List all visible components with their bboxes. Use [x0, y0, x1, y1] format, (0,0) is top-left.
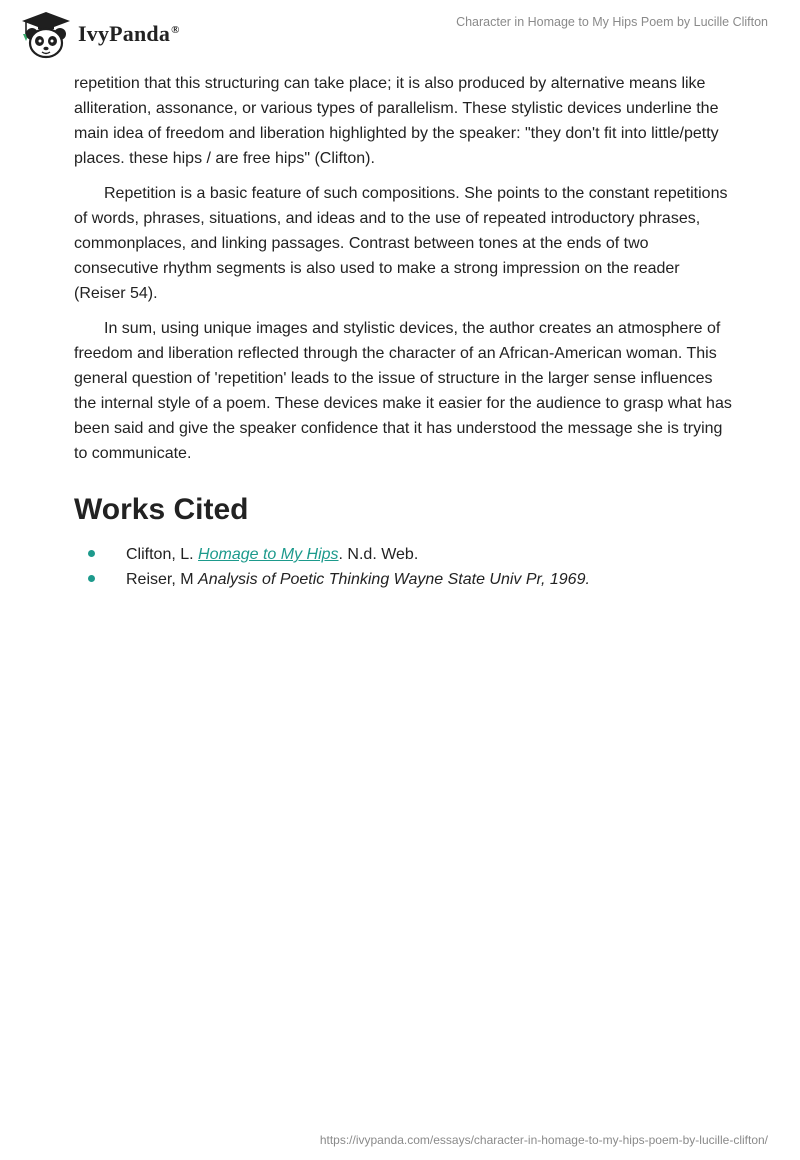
citation-link[interactable]: Homage to My Hips [198, 546, 339, 563]
ivypanda-logo[interactable] [16, 8, 196, 60]
panda-graduate-icon [16, 8, 76, 60]
works-cited-heading: Works Cited [74, 493, 249, 526]
citation-suffix: . N.d. Web. [338, 546, 419, 563]
page-header [0, 0, 800, 66]
paragraph: In sum, using unique images and stylistic devices, the author creates an atmosphere of freedom and liberation reflected through the character of an African-American woman. This general question of 'repetition' leads to the issue of structure in the larger sense influences the internal style of a poem. These devices make it easier for the audience to grasp what has been said and give the speaker confidence that it has understood the message she is trying to communicate. [74, 320, 732, 462]
paragraph: Repetition is a basic feature of such compositions. She points to the constant repetitions of words, phrases, situations, and ideas and to the use of repeated introductory phrases, commonplaces, and linking passages. Contrast between tones at the ends of two consecutive rhythm segments is also used to make a strong impression on the reader (Reiser 54). [74, 185, 728, 302]
brand-name: IvyPanda® [78, 21, 180, 46]
citation-prefix: Clifton, L. [126, 546, 199, 563]
paragraph: repetition that this structuring can take place; it is also produced by alternative means like alliteration, assonance, or various types of parallelism. These stylistic devices underline the main idea of freedom and liberation highlighted by the speaker: "they don't fit into little/petty places. these hips / are free hips" (Clifton). [74, 75, 719, 167]
citation-title: Analysis of Poetic Thinking Wayne State Univ Pr, 1969. [198, 571, 590, 588]
source-url[interactable]: https://ivypanda.com/essays/character-in-homage-to-my-hips-poem-by-lucille-clifton/ [319, 1133, 768, 1147]
document-title: Character in Homage to My Hips Poem by Lucille Clifton [456, 15, 768, 29]
bullet-icon [88, 575, 95, 582]
citation-prefix: Reiser, M [126, 571, 199, 588]
bullet-icon [88, 550, 95, 557]
citation-item [74, 567, 734, 592]
citation-item [74, 542, 734, 567]
essay-body [74, 71, 734, 592]
works-cited-list [74, 542, 734, 592]
